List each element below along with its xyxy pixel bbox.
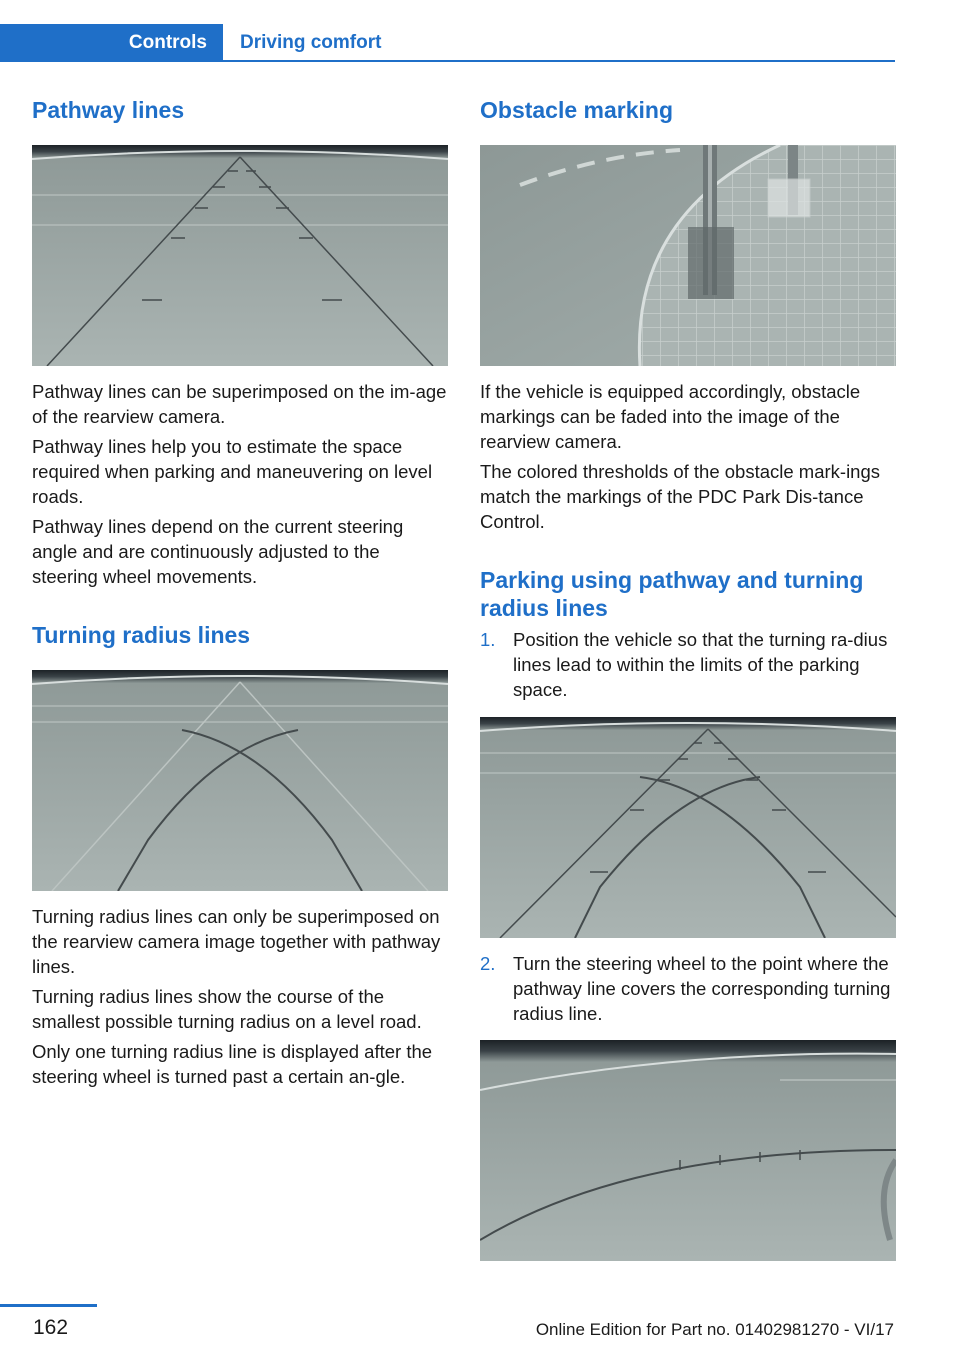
- pathway-lines-heading: Pathway lines: [32, 97, 185, 123]
- step-number: 1.: [480, 629, 496, 650]
- footer-rule: [0, 1304, 97, 1307]
- list-item: [480, 627, 896, 702]
- obstacle-paragraph-1: If the vehicle is equipped accordingly, obstacle markings can be faded into the image of the rearview camera.: [480, 381, 861, 452]
- turning-paragraph-3: Only one turning radius line is displayed after the steering wheel is turned past a certain an‐gle.: [32, 1041, 433, 1087]
- turning-radius-lines-image: [32, 670, 448, 891]
- section-tab-label: Controls: [128, 32, 207, 53]
- pathway-paragraph-1: Pathway lines can be superimposed on the im‐age of the rearview camera.: [32, 381, 447, 427]
- edition-note: Online Edition for Part no. 01402981270 - VI/17: [535, 1320, 894, 1339]
- parking-heading: Parking using pathway and turning radius lines: [480, 567, 864, 621]
- section-tab-label: Driving comfort: [240, 32, 382, 53]
- obstacle-marking-heading: Obstacle marking: [480, 97, 674, 123]
- step-text: Position the vehicle so that the turning ra‐dius lines lead to within the limits of the parking space.: [513, 629, 888, 700]
- parking-steps-continued: [480, 951, 896, 1026]
- list-item: [480, 951, 896, 1026]
- pathway-paragraph-2: Pathway lines help you to estimate the space required when parking and maneuvering on level roads.: [32, 436, 433, 507]
- right-column: [480, 96, 896, 1261]
- obstacle-paragraph-2: The colored thresholds of the obstacle mark‐ings match the markings of the PDC Park Dis‐tance Control.: [480, 461, 881, 532]
- step-text: Turn the steering wheel to the point where the pathway line covers the corresponding turning radius line.: [513, 953, 891, 1024]
- turning-paragraph-2: Turning radius lines show the course of the smallest possible turning radius on a level road.: [32, 986, 422, 1032]
- turning-paragraph-1: Turning radius lines can only be superimposed on the rearview camera image together with pathway lines.: [32, 906, 441, 977]
- parking-step-2-image: [480, 1040, 896, 1261]
- section-tab-controls[interactable]: [0, 24, 223, 62]
- left-column: [32, 96, 448, 1089]
- pathway-lines-image: [32, 145, 448, 366]
- section-tab-driving-comfort[interactable]: [240, 24, 381, 62]
- turning-radius-heading: Turning radius lines: [32, 622, 251, 648]
- step-number: 2.: [480, 953, 496, 974]
- parking-steps: [480, 627, 896, 702]
- pathway-paragraph-3: Pathway lines depend on the current steering angle and are continuously adjusted to the steering wheel movements.: [32, 516, 404, 587]
- page-number: 162: [33, 1316, 69, 1339]
- obstacle-marking-image: [480, 145, 896, 366]
- parking-step-1-image: [480, 717, 896, 938]
